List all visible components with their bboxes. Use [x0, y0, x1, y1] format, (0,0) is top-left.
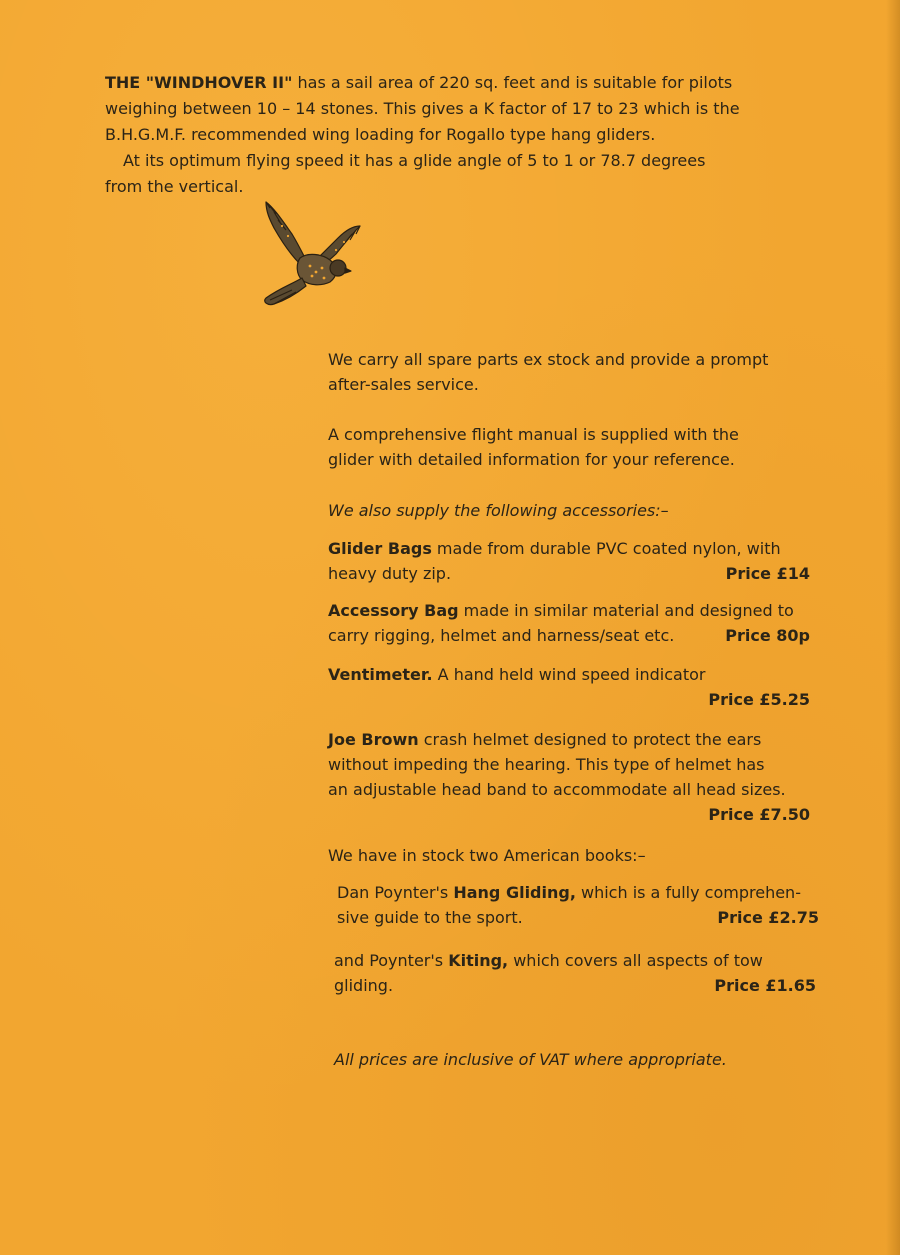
intro-line-5: from the vertical.: [105, 177, 244, 196]
vat-footnote: All prices are inclusive of VAT where appropriate.: [334, 1050, 727, 1069]
accessory-bag-line-2: carry rigging, helmet and harness/seat etc. Price 80p: [328, 623, 810, 648]
windhover-title: THE "WINDHOVER II": [105, 73, 293, 92]
paper-edge: [886, 0, 900, 1255]
ventimeter-item: [328, 662, 810, 712]
accessory-bag-price: Price 80p: [725, 626, 810, 645]
intro-line-2: weighing between 10 – 14 stones. This gives a K factor of 17 to 23 which is the: [105, 99, 740, 118]
kestrel-bird-icon: [252, 198, 367, 313]
glider-bags-price: Price £14: [725, 564, 810, 583]
accessory-bag-item: [328, 598, 810, 648]
ventimeter-name: Ventimeter.: [328, 665, 433, 684]
accessory-bag-name: Accessory Bag: [328, 601, 459, 620]
hang-gliding-book-item: [337, 880, 819, 930]
accessories-heading: We also supply the following accessories:–: [328, 501, 669, 520]
glider-bags-item: [328, 536, 810, 586]
hang-gliding-line-2: sive guide to the sport. Price £2.75: [337, 905, 819, 930]
service-line-2: after-sales service.: [328, 375, 479, 394]
manual-line-2: glider with detailed information for your reference.: [328, 450, 735, 469]
kiting-line-2: gliding. Price £1.65: [334, 973, 816, 998]
helmet-name: Joe Brown: [328, 730, 419, 749]
hang-gliding-price: Price £2.75: [717, 908, 819, 927]
intro-paragraph: [105, 70, 805, 200]
intro-line-1: THE "WINDHOVER II" has a sail area of 220 sq. feet and is suitable for pilots: [105, 73, 733, 92]
kiting-book-item: [334, 948, 816, 998]
intro-line-4: At its optimum flying speed it has a glide angle of 5 to 1 or 78.7 degrees: [123, 151, 706, 170]
accessory-bag-line-1: Accessory Bag made in similar material and designed to: [328, 601, 794, 620]
ventimeter-line-1: Ventimeter. A hand held wind speed indicator: [328, 665, 706, 684]
helmet-line-3: an adjustable head band to accommodate all head sizes.: [328, 780, 786, 799]
glider-bags-line-2: heavy duty zip. Price £14: [328, 561, 810, 586]
service-paragraph: [328, 347, 818, 397]
manual-paragraph: [328, 422, 818, 472]
kiting-title: Kiting,: [448, 951, 509, 970]
manual-line-1: A comprehensive flight manual is supplied with the: [328, 425, 739, 444]
intro-line-3: B.H.G.M.F. recommended wing loading for Rogallo type hang gliders.: [105, 125, 656, 144]
helmet-price: Price £7.50: [708, 805, 810, 824]
kiting-line-1: and Poynter's Kiting, which covers all aspects of tow: [334, 951, 763, 970]
service-line-1: We carry all spare parts ex stock and provide a prompt: [328, 350, 769, 369]
ventimeter-price: Price £5.25: [708, 690, 810, 709]
books-heading: We have in stock two American books:–: [328, 846, 646, 865]
hang-gliding-title: Hang Gliding,: [453, 883, 576, 902]
glider-bags-line-1: Glider Bags made from durable PVC coated nylon, with: [328, 539, 781, 558]
helmet-line-1: Joe Brown crash helmet designed to protect the ears: [328, 730, 762, 749]
kiting-price: Price £1.65: [714, 976, 816, 995]
hang-gliding-line-1: Dan Poynter's Hang Gliding, which is a fully comprehen-: [337, 883, 801, 902]
helmet-item: [328, 727, 810, 827]
glider-bags-name: Glider Bags: [328, 539, 432, 558]
helmet-line-2: without impeding the hearing. This type of helmet has: [328, 755, 765, 774]
